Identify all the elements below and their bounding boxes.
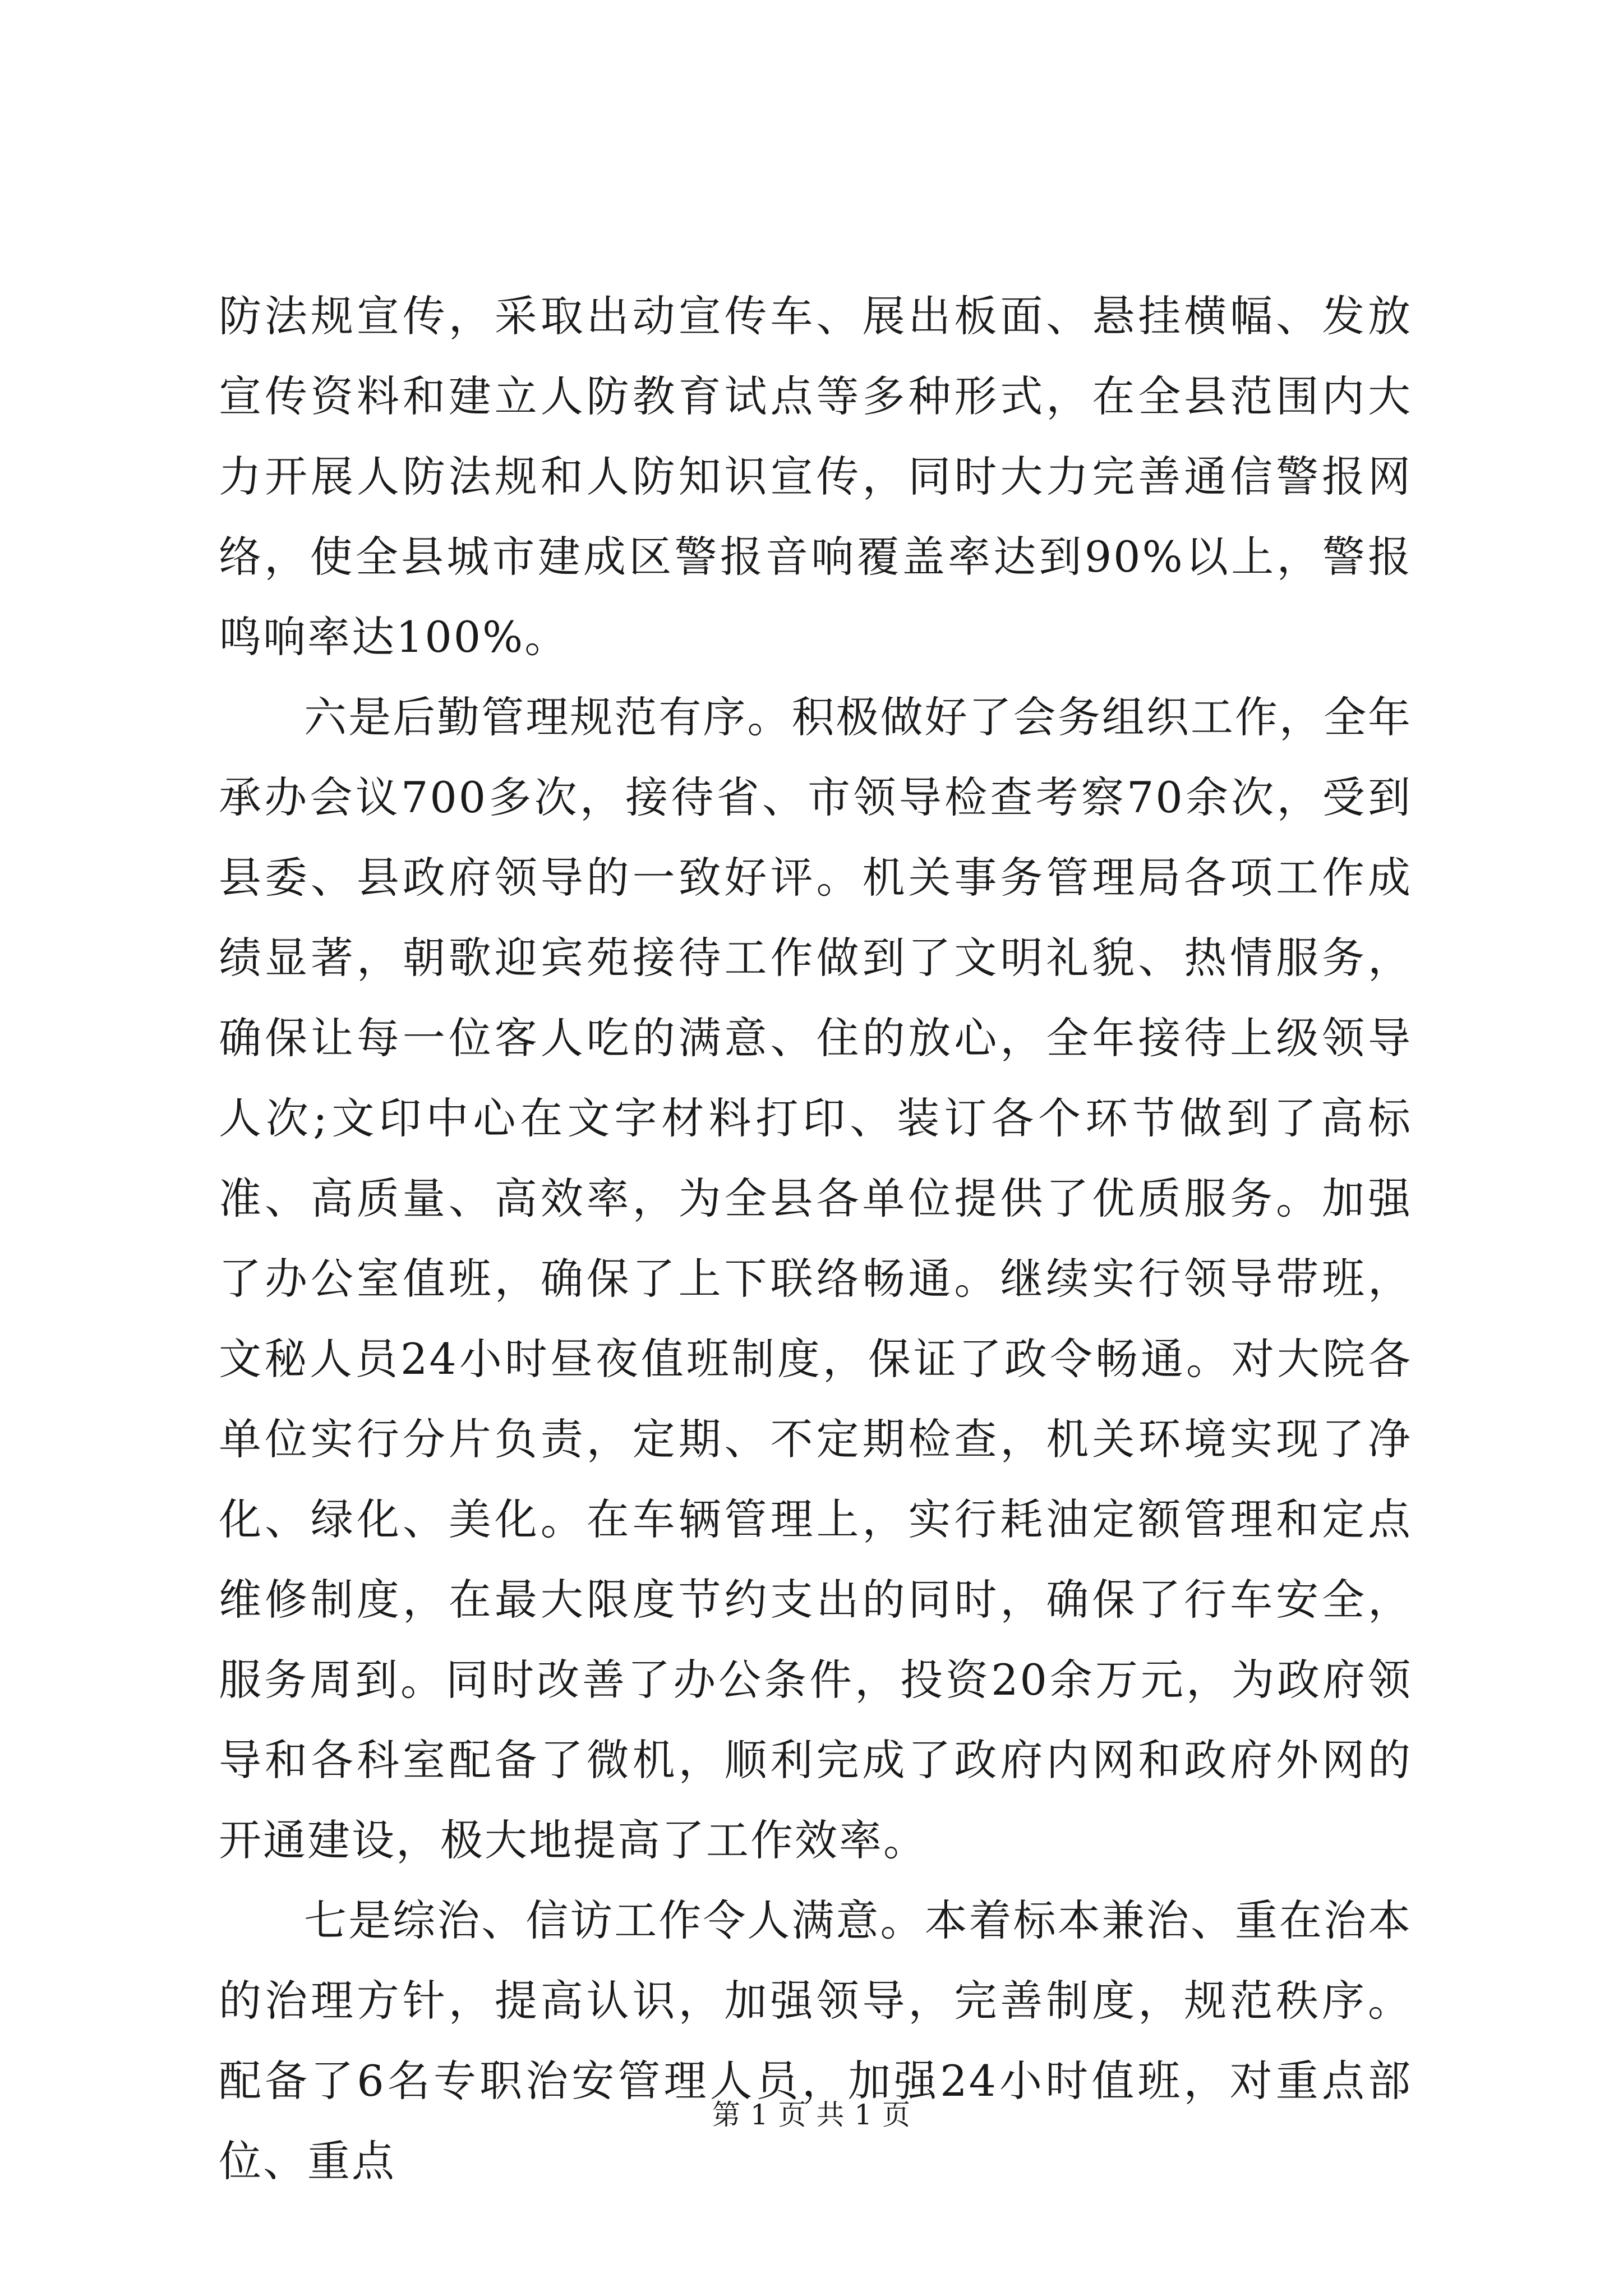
page-number-footer: 第 1 页 共 1 页: [712, 2099, 911, 2131]
paragraph-civil-defense-publicity: 防法规宣传，采取出动宣传车、展出板面、悬挂横幅、发放宣传资料和建立人防教育试点等多种形式，在全县范围内大力开展人防法规和人防知识宣传，同时大力完善通信警报网络，使全县城市建成区警报音响覆盖率达到90%以上，警报鸣响率达100%。: [219, 291, 1412, 662]
document-body: [219, 276, 1412, 2201]
paragraph-logistics-management: 六是后勤管理规范有序。积极做好了会务组织工作，全年承办会议700多次，接待省、市领导检查考察70余次，受到县委、县政府领导的一致好评。机关事务管理局各项工作成绩显著，朝歌迎宾苑接待工作做到了文明礼貌、热情服务，确保让每一位客人吃的满意、住的放心，全年接待上级领导人次;文印中心在文字材料打印、装订各个环节做到了高标准、高质量、高效率，为全县各单位提供了优质服务。加强了办公室值班，确保了上下联络畅通。继续实行领导带班，文秘人员24小时昼夜值班制度，保证了政令畅通。对大院各单位实行分片负责，定期、不定期检查，机关环境实现了净化、绿化、美化。在车辆管理上，实行耗油定额管理和定点维修制度，在最大限度节约支出的同时，确保了行车安全，服务周到。同时改善了办公条件，投资20余万元，为政府领导和各科室配备了微机，顺利完成了政府内网和政府外网的开通建设，极大地提高了工作效率。: [219, 692, 1412, 1865]
paragraph-comprehensive-governance: 七是综治、信访工作令人满意。本着标本兼治、重在治本的治理方针，提高认识，加强领导，完善制度，规范秩序。配备了6名专职治安管理人员，加强24小时值班，对重点部位、重点: [219, 1895, 1412, 2186]
